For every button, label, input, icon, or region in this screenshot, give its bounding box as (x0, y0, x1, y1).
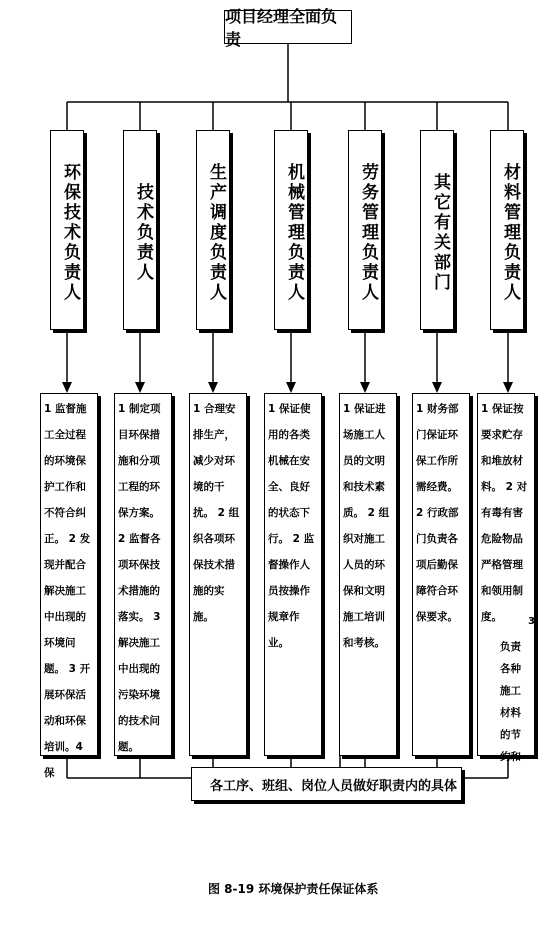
duty-machinery: 1 保证使用的各类机械在安全、良好的状态下行。 2 监督操作人员按操作规章作业。 (264, 393, 322, 756)
arrow-head (135, 382, 145, 393)
role-labor: 劳务管理负责人 (348, 130, 382, 330)
duty-materials-item3: 负责各种施工材料的节约和 (500, 641, 521, 763)
arrow-head (360, 382, 370, 393)
duty-tech: 1 制定项目环保措施和分项工程的环保方案。 2 监督各项环保技术措施的落实。 3 解决施工中出现的污染环境的技术问题。 (114, 393, 172, 756)
duty-other-dept: 1 财务部门保证环保工作所需经费。 2 行政部门负责各项后勤保障符合环保要求。 (412, 393, 470, 756)
role-env-tech: 环保技术负责人 (50, 130, 84, 330)
bottom-box: 各工序、班组、岗位人员做好职责内的具体 (191, 767, 462, 801)
project-manager-box: 项目经理全面负责 (224, 10, 352, 44)
arrow-head (503, 382, 513, 393)
role-production: 生产调度负责人 (196, 130, 230, 330)
role-machinery: 机械管理负责人 (274, 130, 308, 330)
arrow-head (432, 382, 442, 393)
role-other-dept: 其它有关部门 (420, 130, 454, 330)
role-tech: 技术负责人 (123, 130, 157, 330)
duty-materials: 1 保证按要求贮存和堆放材料。 2 对有毒有害危险物品严格管理和领用制度。 (477, 393, 535, 756)
arrow-head (208, 382, 218, 393)
duty-labor: 1 保证进场施工人员的文明和技术素质。 2 组织对施工人员的环保和文明施工培训和考核。 (339, 393, 397, 756)
arrow-head (286, 382, 296, 393)
arrow-head (62, 382, 72, 393)
role-materials: 材料管理负责人 (490, 130, 524, 330)
duty-production: 1 合理安排生产，减少对环境的干扰。 2 组织各项环保技术措施的实施。 (189, 393, 247, 756)
duty-env-tech: 1 监督施工全过程的环境保护工作和不符合纠正。 2 发现并配合解决施工中出现的环境问题。 3 开展环保活动和环保培训。4 保 (40, 393, 98, 756)
figure-caption: 图 8-19 环境保护责任保证体系 (208, 882, 379, 896)
duty-materials-item3-number: 3 (528, 616, 535, 627)
